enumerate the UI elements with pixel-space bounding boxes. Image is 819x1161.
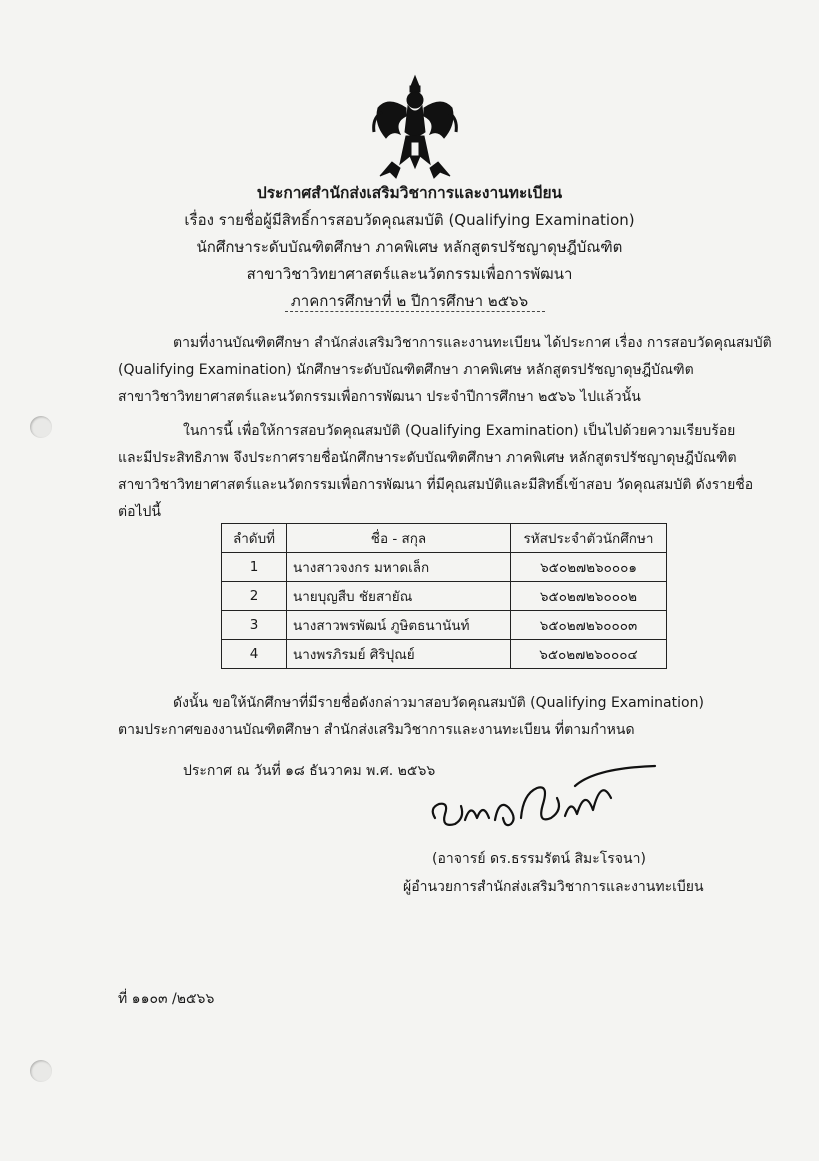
column-header-student-id: รหัสประจำตัวนักศึกษา bbox=[511, 524, 667, 553]
paragraph-line: ดังนั้น ขอให้นักศึกษาที่มีรายชื่อดังกล่าวมาสอบวัดคุณสมบัติ (Qualifying Examination) bbox=[173, 695, 704, 711]
student-id: ๖๕๐๒๗๒๖๐๐๐๓ bbox=[511, 611, 667, 640]
paragraph-2 bbox=[118, 418, 754, 526]
paragraph-line: (Qualifying Examination) นักศึกษาระดับบัณฑิตศึกษา ภาคพิเศษ หลักสูตรปรัชญาดุษฎีบัณฑิต bbox=[118, 362, 694, 378]
paragraph-line: ตามที่งานบัณฑิตศึกษา สำนักส่งเสริมวิชาการและงานทะเบียน ได้ประกาศ เรื่อง การสอบวัดคุณสมบัติ bbox=[173, 335, 772, 351]
paragraph-line: สาขาวิชาวิทยาศาสตร์และนวัตกรรมเพื่อการพัฒนา ที่มีคุณสมบัติและมีสิทธิ์เข้าสอบ วัดคุณสมบัติ ดังรายชื่อ bbox=[118, 477, 754, 493]
signer-name: (อาจารย์ ดร.ธรรมรัตน์ สิมะโรจนา) bbox=[432, 851, 646, 867]
paragraph-1 bbox=[118, 330, 772, 411]
paragraph-3 bbox=[118, 690, 728, 744]
column-header-name: ชื่อ - สกุล bbox=[287, 524, 511, 553]
announcement-header-line: นักศึกษาระดับบัณฑิตศึกษา ภาคพิเศษ หลักสูตรปรัชญาดุษฎีบัณฑิต bbox=[196, 238, 623, 256]
row-number: 4 bbox=[222, 640, 287, 669]
punch-hole bbox=[30, 1060, 52, 1082]
paragraph-line: และมีประสิทธิภาพ จึงประกาศรายชื่อนักศึกษาระดับบัณฑิตศึกษา ภาคพิเศษ หลักสูตรปรัชญาดุษฎีบัณฑิต bbox=[118, 450, 737, 466]
student-id: ๖๕๐๒๗๒๖๐๐๐๔ bbox=[511, 640, 667, 669]
table-header-row bbox=[222, 524, 667, 553]
student-id: ๖๕๐๒๗๒๖๐๐๐๑ bbox=[511, 553, 667, 582]
announcement-header-line: สาขาวิชาวิทยาศาสตร์และนวัตกรรมเพื่อการพัฒนา bbox=[246, 265, 573, 283]
student-name: นางสาวจงกร มหาดเล็ก bbox=[287, 553, 511, 582]
table-row bbox=[222, 553, 667, 582]
announcement-title: ประกาศสำนักส่งเสริมวิชาการและงานทะเบียน bbox=[256, 184, 563, 202]
student-name: นางพรภิรมย์ ศิริปุณย์ bbox=[287, 640, 511, 669]
student-id: ๖๕๐๒๗๒๖๐๐๐๒ bbox=[511, 582, 667, 611]
punch-hole bbox=[30, 416, 52, 438]
student-name: นายบุญสืบ ชัยสายัณ bbox=[287, 582, 511, 611]
row-number: 2 bbox=[222, 582, 287, 611]
table-row bbox=[222, 582, 667, 611]
paragraph-line: ต่อไปนี้ bbox=[118, 504, 161, 520]
announcement-subject: เรื่อง รายชื่อผู้มีสิทธิ์การสอบวัดคุณสมบัติ (Qualifying Examination) bbox=[184, 211, 635, 229]
paragraph-line: สาขาวิชาวิทยาศาสตร์และนวัตกรรมเพื่อการพัฒนา ประจำปีการศึกษา ๒๕๖๖ ไปแล้วนั้น bbox=[118, 389, 641, 405]
paragraph-line: ในการนี้ เพื่อให้การสอบวัดคุณสมบัติ (Qualifying Examination) เป็นไปด้วยความเรียบร้อย bbox=[183, 423, 736, 439]
announcement-date: ประกาศ ณ วันที่ ๑๘ ธันวาคม พ.ศ. ๒๕๖๖ bbox=[183, 763, 436, 779]
announcement-header-line: ภาคการศึกษาที่ ๒ ปีการศึกษา ๒๕๖๖ bbox=[290, 292, 529, 310]
table-row bbox=[222, 611, 667, 640]
column-header-number: ลำดับที่ bbox=[222, 524, 287, 553]
table-row bbox=[222, 640, 667, 669]
reference-number: ที่ ๑๑๐๓ /๒๕๖๖ bbox=[118, 991, 215, 1007]
signer-title: ผู้อำนวยการสำนักส่งเสริมวิชาการและงานทะเบียน bbox=[403, 879, 704, 895]
row-number: 1 bbox=[222, 553, 287, 582]
student-name: นางสาวพรพัฒน์ ภูษิตธนานันท์ bbox=[287, 611, 511, 640]
garuda-emblem-icon bbox=[370, 72, 460, 180]
header-divider bbox=[285, 311, 545, 312]
eligible-students-table bbox=[221, 523, 667, 669]
signature-icon bbox=[425, 758, 665, 838]
paragraph-line: ตามประกาศของงานบัณฑิตศึกษา สำนักส่งเสริมวิชาการและงานทะเบียน ที่ตามกำหนด bbox=[118, 722, 635, 738]
row-number: 3 bbox=[222, 611, 287, 640]
